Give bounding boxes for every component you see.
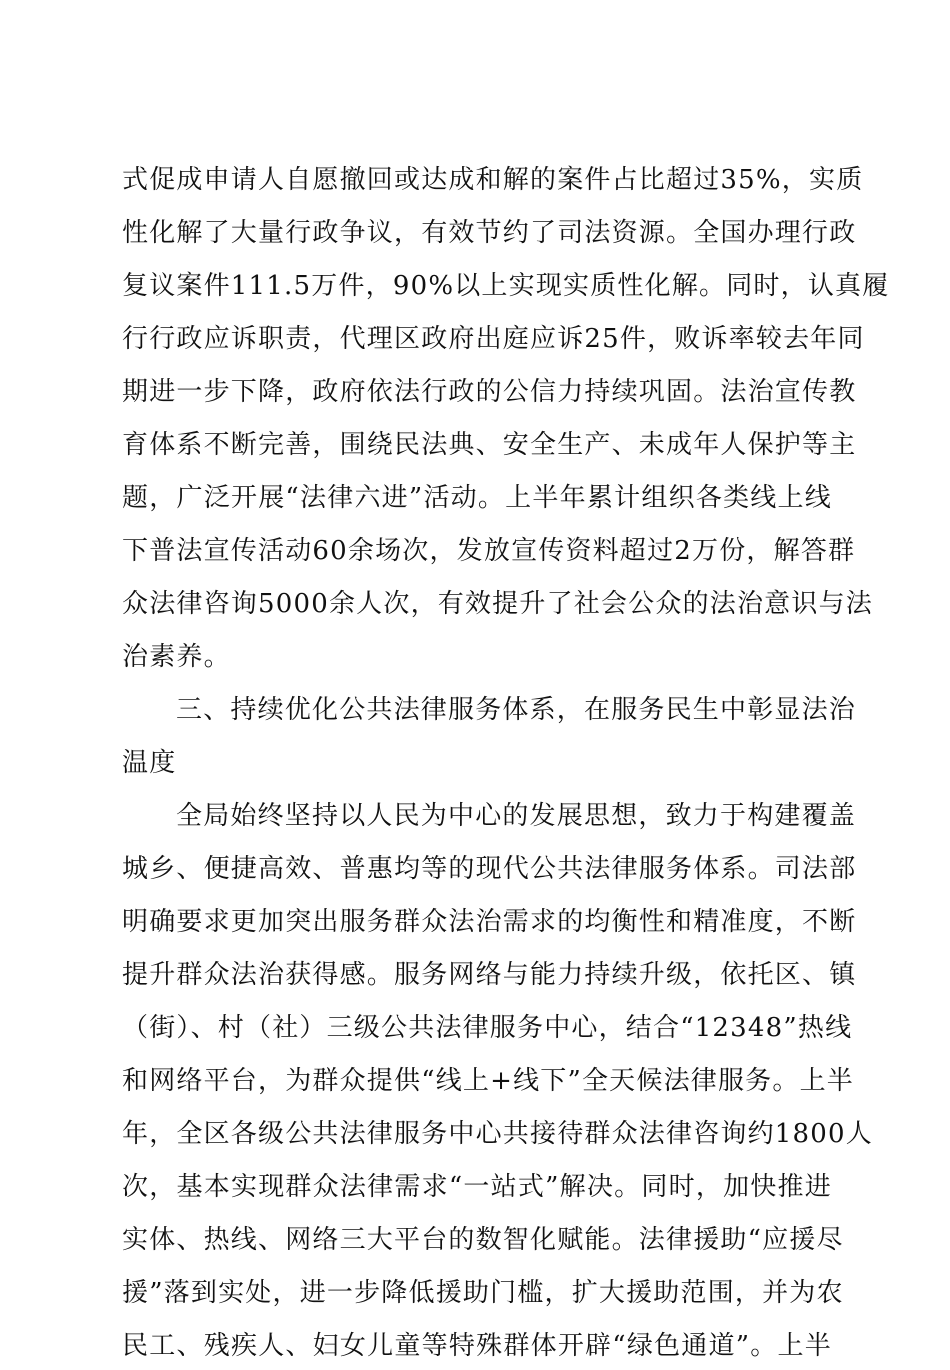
body-text-line: 育体系不断完善，围绕民法典、安全生产、未成年人保护等主 — [122, 430, 857, 460]
body-text-line: 城乡、便捷高效、普惠均等的现代公共法律服务体系。司法部 — [122, 854, 857, 884]
body-text-line: 明确要求更加突出服务群众法治需求的均衡性和精准度，不断 — [122, 907, 857, 937]
body-text-line: 提升群众法治获得感。服务网络与能力持续升级，依托区、镇 — [122, 960, 857, 990]
body-text-line: 复议案件111.5万件，90%以上实现实质性化解。同时，认真履 — [122, 271, 890, 301]
body-text-line: 全局始终坚持以人民为中心的发展思想，致力于构建覆盖 — [176, 801, 857, 831]
body-text-line: 下普法宣传活动60余场次，发放宣传资料超过2万份，解答群 — [122, 536, 856, 566]
body-text-line: 治素养。 — [122, 642, 231, 672]
section-heading: 三、持续优化公共法律服务体系，在服务民生中彰显法治 — [176, 695, 857, 725]
body-text-line: 众法律咨询5000余人次，有效提升了社会公众的法治意识与法 — [122, 589, 873, 619]
body-text-line: 性化解了大量行政争议，有效节约了司法资源。全国办理行政 — [122, 218, 857, 248]
body-text-line: 民工、残疾人、妇女儿童等特殊群体开辟“绿色通道”。上半 — [122, 1331, 832, 1361]
body-text-line: 次，基本实现群众法律需求“一站式”解决。同时，加快推进 — [122, 1172, 832, 1202]
body-text-line: 援”落到实处，进一步降低援助门槛，扩大援助范围，并为农 — [122, 1278, 844, 1308]
body-text-line: 式促成申请人自愿撤回或达成和解的案件占比超过35%，实质 — [122, 165, 864, 195]
body-text-line: 行行政应诉职责，代理区政府出庭应诉25件，败诉率较去年同 — [122, 324, 865, 354]
body-text-line: 和网络平台，为群众提供“线上+线下”全天候法律服务。上半 — [122, 1066, 854, 1096]
body-text-line: （街）、村（社）三级公共法律服务中心，结合“12348”热线 — [122, 1013, 853, 1043]
section-heading-continuation: 温度 — [122, 748, 177, 778]
body-text-line: 题，广泛开展“法律六进”活动。上半年累计组织各类线上线 — [122, 483, 832, 513]
body-text-line: 期进一步下降，政府依法行政的公信力持续巩固。法治宣传教 — [122, 377, 857, 407]
body-text-line: 实体、热线、网络三大平台的数智化赋能。法律援助“应援尽 — [122, 1225, 844, 1255]
body-text-line: 年，全区各级公共法律服务中心共接待群众法律咨询约1800人 — [122, 1119, 873, 1149]
